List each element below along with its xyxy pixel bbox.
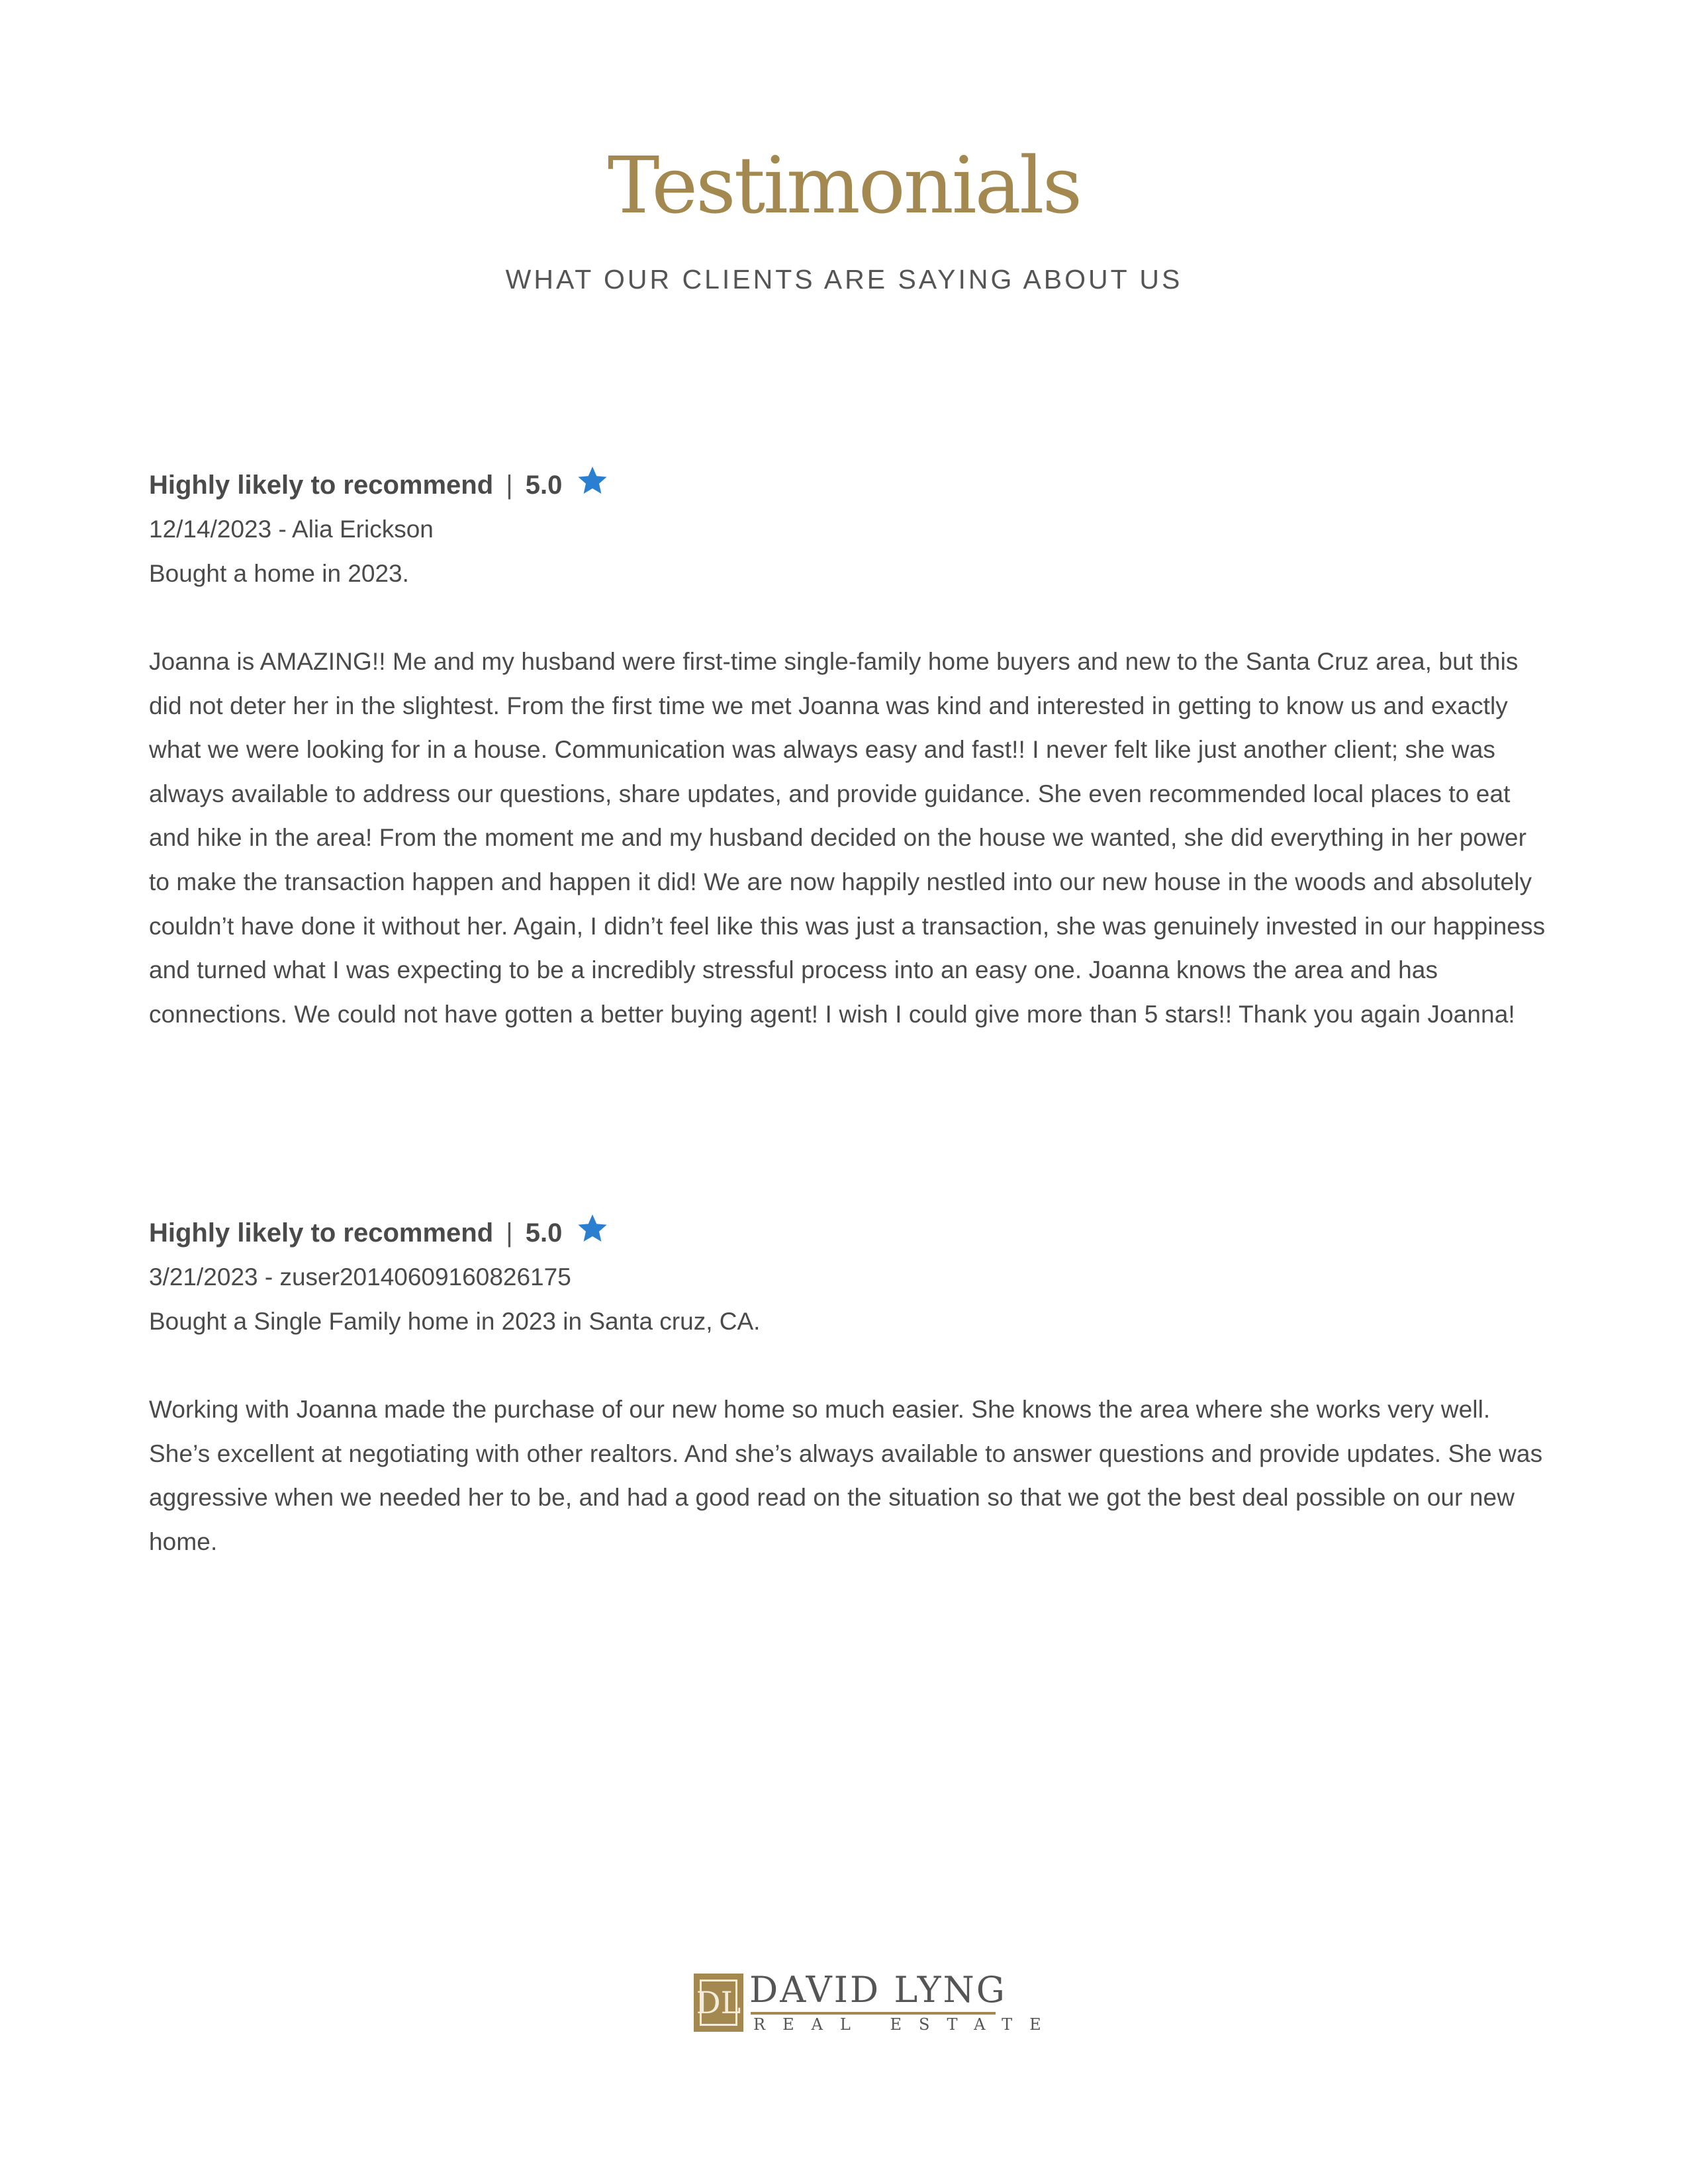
review-text: Joanna is AMAZING!! Me and my husband were first-time single-family home buyers and new to the Santa Cruz area, but this did not deter her in the slightest. From the first time we met Joanna was kind and interested in getting to know us and exactly what we were looking for in a house. Communication was always easy and fast!! I never felt like just another client; she was always available to address our questions, share updates, and provide guidance. She even recommended local places to eat and hike in the area! From the moment me and my husband decided on the house we wanted, she did everything in her power to make the transaction happen and happen it did! We are now happily nestled into our new house in the woods and absolutely couldn’t have done it without her. Again, I didn’t feel like this was just a transaction, she was genuinely invested in our happiness and turned what I was expecting to be a incredibly stressful process into an easy one. Joanna knows the area and has connections. We could not have gotten a better buying agent! I wish I could give more than 5 stars!! Thank you again Joanna! xyxy=(149,648,1546,1028)
review-date-author: 12/14/2023 - Alia Erickson xyxy=(149,516,434,543)
rating-value: 5.0 xyxy=(525,1218,563,1248)
star-icon xyxy=(577,1212,608,1244)
logo-tagline: REAL ESTATE xyxy=(753,2015,1058,2034)
review-heading xyxy=(149,463,1546,507)
star-icon xyxy=(577,465,608,496)
heading-separator: | xyxy=(506,1218,513,1248)
logo-name: DAVID LYNG xyxy=(749,1969,1007,2011)
testimonial xyxy=(149,1211,1546,1564)
review-purchase-info: Bought a Single Family home in 2023 in Santa cruz, CA. xyxy=(149,1308,761,1335)
review-heading xyxy=(149,1211,1546,1255)
review-text: Working with Joanna made the purchase of our new home so much easier. She knows the area where she works very well. She’s excellent at negotiating with other realtors. And she’s always available to answer questions and provide updates. She was aggressive when we needed her to be, and had a good read on the situation so that we got the best deal possible on our new home. xyxy=(149,1396,1543,1555)
heading-separator: | xyxy=(506,471,513,500)
page-title: Testimonials xyxy=(607,140,1081,231)
review-date-author: 3/21/2023 - zuser20140609160826175 xyxy=(149,1263,571,1291)
page-header xyxy=(0,136,1688,296)
page-subtitle: WHAT OUR CLIENTS ARE SAYING ABOUT US xyxy=(505,264,1183,295)
logo-monogram: DL xyxy=(696,1985,741,2021)
rating-value: 5.0 xyxy=(525,471,563,500)
review-purchase-info: Bought a home in 2023. xyxy=(149,560,409,587)
testimonial xyxy=(149,463,1546,1036)
recommend-label: Highly likely to recommend xyxy=(149,471,494,500)
logo-monogram-icon xyxy=(694,1974,743,2032)
company-logo xyxy=(694,1969,1058,2035)
recommend-label: Highly likely to recommend xyxy=(149,1218,494,1248)
